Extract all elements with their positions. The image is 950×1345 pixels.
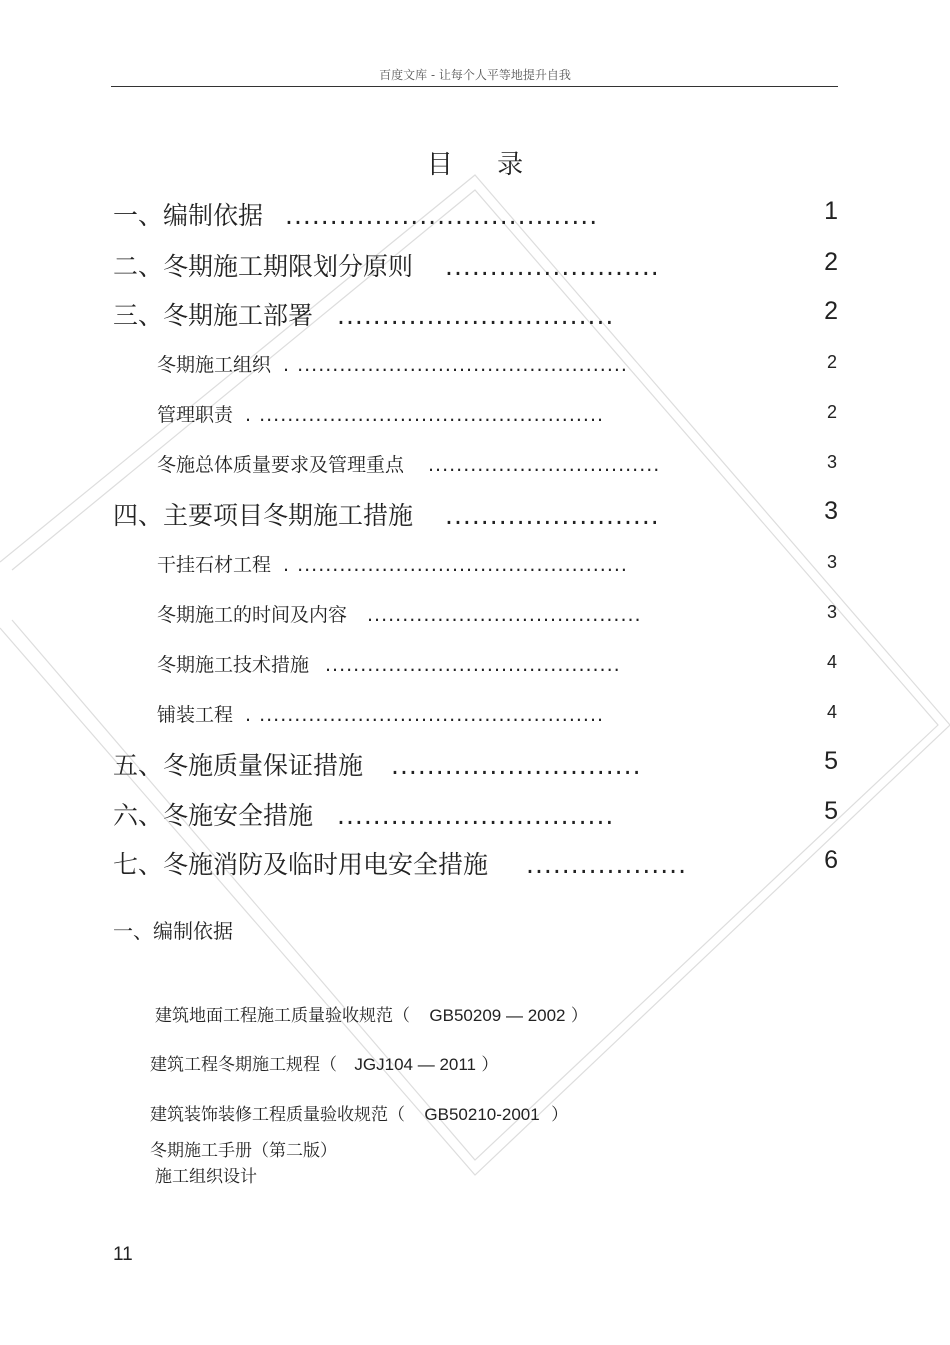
reference-item [150,1100,568,1125]
toc-page-number: 1 [824,197,838,225]
toc-subentry[interactable] [157,700,604,727]
toc-entry-label: 一、编制依据 [113,201,264,230]
toc-entry-label: 干挂石材工程 [157,554,272,576]
toc-entry-label: 五、冬施质量保证措施 [113,751,364,780]
toc-entry-label: 七、冬施消防及临时用电安全措施 [113,850,489,879]
toc-entry[interactable] [113,845,687,881]
reference-code: GB50209 — 2002 [429,1006,566,1025]
toc-subentry[interactable] [157,550,628,577]
toc-entry[interactable] [113,296,614,332]
reference-item [155,1001,588,1026]
reference-name: 冬期施工手册（第二版） [150,1141,337,1161]
toc-entry[interactable] [113,796,614,832]
toc-leader-dots: ............................... [337,801,615,830]
reference-name: 施工组织设计 [155,1167,257,1187]
toc-leader-dots: .................. [526,850,688,879]
toc-leader-dots: ........................ [445,501,660,530]
toc-page-number: 5 [824,747,838,775]
reference-code: JGJ104 — 2011 [354,1055,476,1074]
section-heading: 一、编制依据 [113,919,233,943]
toc-page-number: 3 [826,602,837,622]
toc-leader-dots: ............................ [391,751,642,780]
reference-name: 建筑地面工程施工质量验收规范（ [155,1006,410,1026]
toc-subentry[interactable] [157,400,604,427]
reference-close: ） [481,1055,499,1075]
toc-page-number: 5 [824,797,838,825]
toc-entry-label: 六、冬施安全措施 [113,801,314,830]
toc-leader-dots: . ................................................. [245,404,605,426]
toc-page-number: 3 [824,497,838,525]
reference-item [150,1050,498,1075]
toc-entry-label: 铺装工程 [157,704,234,726]
toc-entry-label: 冬期施工技术措施 [157,654,310,676]
toc-leader-dots: ................................. [428,454,661,476]
toc-subentry[interactable] [157,350,628,377]
toc-title: 目 录 [426,150,542,180]
toc-entry-label: 冬施总体质量要求及管理重点 [157,454,405,476]
toc-leader-dots: ....................................... [367,604,642,626]
toc-page-number: 3 [826,552,837,572]
toc-page-number: 2 [826,352,837,372]
page-header: 百度文库 - 让每个人平等地提升自我 [379,68,571,82]
toc-entry-label: 冬期施工的时间及内容 [157,604,348,626]
toc-leader-dots: ........................ [445,252,660,281]
reference-name: 建筑装饰装修工程质量验收规范（ [150,1105,405,1125]
toc-leader-dots: ............................... [337,301,615,330]
toc-leader-dots: . ............................................... [283,554,628,576]
toc-subentry[interactable] [157,650,621,677]
toc-leader-dots: . ............................................... [283,354,628,376]
toc-entry[interactable] [113,746,642,782]
toc-entry-label: 二、冬期施工期限划分原则 [113,252,414,281]
reference-close: ） [551,1105,569,1125]
toc-entry[interactable] [113,496,660,532]
reference-item [155,1162,257,1187]
reference-code: GB50210-2001 [424,1105,540,1124]
toc-leader-dots: ................................... [285,201,599,230]
toc-entry-label: 管理职责 [157,404,234,426]
toc-entry-label: 三、冬期施工部署 [113,301,314,330]
toc-entry[interactable] [113,247,660,283]
toc-leader-dots: .......................................... [325,654,621,676]
toc-entry-label: 冬期施工组织 [157,354,272,376]
toc-subentry[interactable] [157,600,642,627]
toc-page-number: 4 [826,702,837,722]
toc-leader-dots: . ................................................. [245,704,605,726]
toc-entry-label: 四、主要项目冬期施工措施 [113,501,414,530]
header-divider [111,86,838,87]
toc-page-number: 2 [826,402,837,422]
toc-page-number: 4 [826,652,837,672]
reference-close: ） [570,1006,588,1026]
toc-page-number: 6 [824,846,838,874]
toc-page-number: 3 [826,452,837,472]
toc-entry[interactable] [113,196,598,232]
reference-item [150,1136,337,1161]
toc-page-number: 2 [824,248,838,276]
toc-subentry[interactable] [157,450,660,477]
reference-name: 建筑工程冬期施工规程（ [150,1055,337,1075]
page-number: 11 [113,1244,133,1265]
toc-page-number: 2 [824,297,838,325]
